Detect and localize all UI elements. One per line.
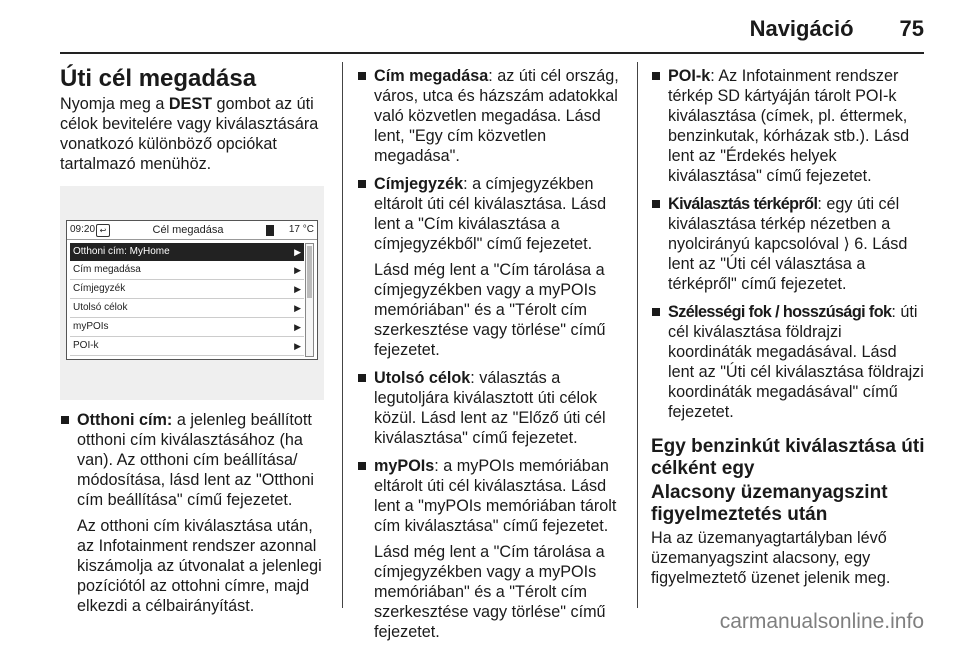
page-number: 75 [899,16,924,41]
bullet-mypois: myPOIs: a myPOIs memóriában eltárolt úti cél kiválasztása. Lásd lent a "myPOIs memóriában tárolt cím kiválasztása" című fejezetet. [357,456,621,536]
screen-scrollbar[interactable] [305,243,314,357]
header-rule [60,52,924,54]
address-book-note: Lásd még lent a "Cím tárolása a címjegyzékben vagy a myPOIs memóriában" és a "Térolt cím szerkesztése vagy törlése" című fejezetet. [374,261,606,359]
heading-fuel-station-a: Egy benzinkút kiválasztása úti célként egy [651,436,925,479]
dest-button-name: DEST [168,95,213,113]
page-reference: ⟩ 6 [843,235,864,253]
column-divider-1 [342,62,343,608]
screen-menu-list [70,243,304,356]
screen-status-bar [67,221,317,240]
column-1 [60,66,328,624]
intro-paragraph: Nyomja meg a DEST gombot az úti célok bevitelére vagy kiválasztására vonatkozó különböző opciókat tartalmazó menühöz. [60,95,319,173]
heading-destination-input: Úti cél megadása [60,65,257,92]
column-divider-2 [637,62,638,608]
menu-item-address-book[interactable]: Címjegyzék ▶ [70,280,304,299]
menu-item-home[interactable]: Otthoni cím: MyHome ▶ [70,243,304,261]
chevron-right-icon: ▶ [294,247,301,257]
bullet-pois: POI-k: Az Infotainment rendszer térkép SD kártyáján tárolt POI-k kiválasztása (címek, pl. éttermek, benzinkutak, kórházak stb.). Lásd lent az "Érdekés helyek kiválasztása" című fejezetet. [651,66,925,186]
menu-item-mypois[interactable]: myPOIs ▶ [70,318,304,337]
screen-clock: 09:20 [70,224,96,235]
bullet-select-from-map: Kiválasztás térképről: egy úti cél kiválasztása térkép nézetben a nyolcirányú kapcsolóval ⟩ 6. Lásd lent az "Úti cél választása a térképről" című fejezetet. [651,194,925,294]
chevron-right-icon: ▶ [294,341,301,351]
mypois-note: Lásd még lent a "Cím tárolása a címjegyzékben vagy a myPOIs memóriában" és a "Térolt cím szerkesztése vagy törlése" című fejezetet. [374,543,606,641]
bullet-enter-address: Cím megadása: az úti cél ország, város, utca és házszám adatokkal való közvetlen megadása. Lásd lent, "Egy cím közvetlen megadása". [357,66,621,166]
infotainment-screen [66,220,318,360]
home-address-note: Az otthoni cím kiválasztása után, az Infotainment rendszer azonnal kiszámolja az útvonalat a jelenlegi pozíciótól az ottohni címre, majd elkezdi a célbairányítást. [77,517,322,615]
column-2 [357,66,621,650]
menu-item-recent[interactable]: Utolsó célok ▶ [70,299,304,318]
bullet-home-address: Otthoni cím: a jelenleg beállított otthoni cím kiválasztásához (ha van). Az otthoni cím beállítása/ módosítása, lásd lent az "Otthoni cím beállítása" című fejezetet. [60,410,328,510]
chevron-right-icon: ▶ [294,284,301,294]
fuel-warning-paragraph: Ha az üzemanyagtartályban lévő üzemanyagszint alacsony, egy figyelmeztető üzenet jelenik meg. [651,529,891,587]
chevron-right-icon: ▶ [294,265,301,275]
column-3 [651,66,925,596]
menu-item-pois[interactable]: POI-k ▶ [70,337,304,356]
chevron-right-icon: ▶ [294,303,301,313]
screen-illustration [60,186,324,400]
chevron-right-icon: ▶ [294,322,301,332]
screen-temperature: 17 °C [288,224,314,235]
screen-title: Cél megadása [152,224,224,236]
page-header [750,16,924,42]
menu-item-address[interactable]: Cím megadása ▶ [70,261,304,280]
section-title: Navigáció [749,16,854,41]
heading-fuel-station-b: Alacsony üzemanyagszint figyelmeztetés után [651,482,888,525]
back-icon: ↩ [96,224,110,237]
fuel-icon [266,225,274,236]
bullet-recent-destinations: Utolsó célok: választás a legutoljára kiválasztott úti célok közül. Lásd lent az "Előző úti cél kiválasztása" című fejezetet. [357,368,621,448]
watermark: carmanualsonline.info [719,610,924,633]
bullet-coordinates: Szélességi fok / hosszúsági fok: úti cél kiválasztása földrajzi koordináták megadásával. Lásd lent az "Úti cél kiválasztása földrajzi koordináták megadásával" című fejezetet. [651,302,925,422]
bullet-address-book: Címjegyzék: a címjegyzékben eltárolt úti cél kiválasztása. Lásd lent a "Cím kiválasztása a címjegyzékből" című fejezetet. [357,174,621,254]
